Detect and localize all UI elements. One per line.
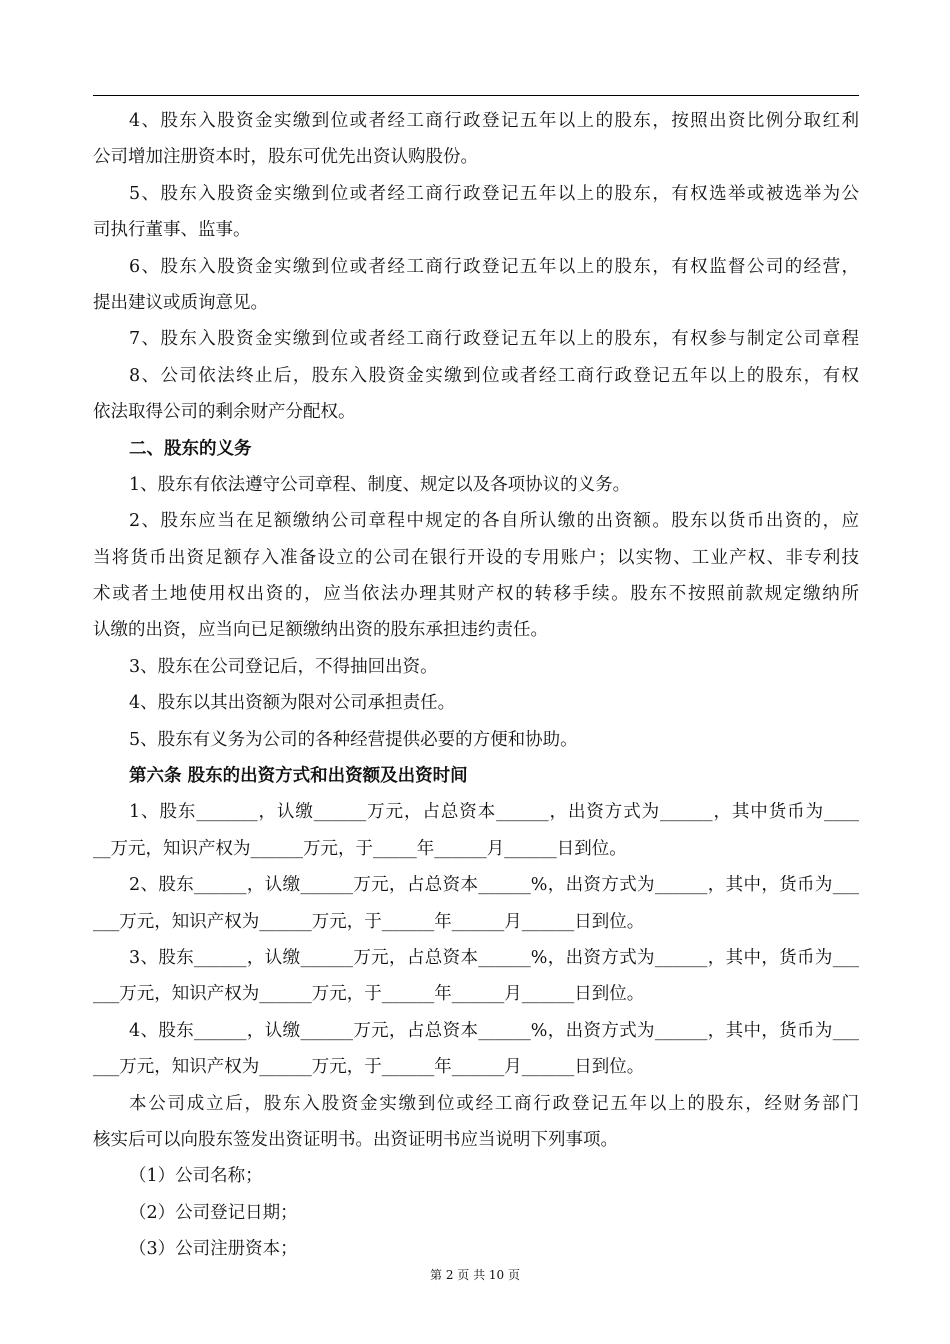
paragraph-line: 提出建议或质询意见。 bbox=[93, 292, 268, 313]
paragraph-line: 3、股东______，认缴______万元，占总资本______%，出资方式为______，其中，货币为___ bbox=[129, 947, 859, 968]
paragraph-line: 3、股东在公司登记后，不得抽回出资。 bbox=[129, 656, 438, 677]
paragraph-line: 8、公司依法终止后，股东入股资金实缴到位或者经工商行政登记五年以上的股东，有权 bbox=[129, 365, 859, 386]
paragraph-line: __万元，知识产权为______万元，于_____年______月______日到位。 bbox=[93, 838, 627, 859]
paragraph-line: 5、股东入股资金实缴到位或者经工商行政登记五年以上的股东，有权选举或被选举为公 bbox=[129, 183, 859, 204]
paragraph-line: 公司增加注册资本时，股东可优先出资认购股份。 bbox=[93, 147, 478, 168]
paragraph-line: （1）公司名称； bbox=[129, 1166, 263, 1187]
paragraph-line: 4、股东以其出资额为限对公司承担责任。 bbox=[129, 693, 456, 714]
paragraph-line: 6、股东入股资金实缴到位或者经工商行政登记五年以上的股东，有权监督公司的经营， bbox=[129, 256, 859, 277]
page-footer bbox=[0, 1267, 950, 1283]
paragraph-line: （3）公司注册资本； bbox=[129, 1239, 298, 1260]
paragraph-line: ___万元，知识产权为______万元，于______年______月______日到位。 bbox=[93, 984, 645, 1005]
paragraph-line: ___万元，知识产权为______万元，于______年______月______日到位。 bbox=[93, 911, 645, 932]
paragraph-line: 2、股东______，认缴______万元，占总资本______%，出资方式为______，其中，货币为___ bbox=[129, 875, 859, 896]
paragraph-line: 当将货币出资足额存入准备设立的公司在银行开设的专用账户；以实物、工业产权、非专利技 bbox=[93, 547, 859, 568]
paragraph-line: 术或者土地使用权出资的，应当依法办理其财产权的转移手续。股东不按照前款规定缴纳所 bbox=[93, 584, 859, 605]
section-heading: 二、股东的义务 bbox=[129, 438, 252, 459]
paragraph-line: 司执行董事、监事。 bbox=[93, 220, 251, 241]
paragraph-line: 5、股东有义务为公司的各种经营提供必要的方便和协助。 bbox=[129, 729, 578, 750]
paragraph-line: 4、股东______，认缴______万元，占总资本______%，出资方式为______，其中，货币为___ bbox=[129, 1020, 859, 1041]
paragraph-line: 认缴的出资，应当向已足额缴纳出资的股东承担违约责任。 bbox=[93, 620, 548, 641]
paragraph-line: （2）公司登记日期； bbox=[129, 1202, 298, 1223]
section-heading: 第六条 股东的出资方式和出资额及出资时间 bbox=[129, 766, 468, 787]
paragraph-line: 本公司成立后，股东入股资金实缴到位或经工商行政登记五年以上的股东，经财务部门 bbox=[129, 1093, 859, 1114]
paragraph-line: 4、股东入股资金实缴到位或者经工商行政登记五年以上的股东，按照出资比例分取红利 bbox=[129, 111, 859, 131]
paragraph-line: ___万元，知识产权为______万元，于______年______月______日到位。 bbox=[93, 1057, 645, 1078]
document-body bbox=[93, 103, 859, 1268]
paragraph-line: 2、股东应当在足额缴纳公司章程中规定的各自所认缴的出资额。股东以货币出资的，应 bbox=[129, 511, 859, 532]
paragraph-line: 依法取得公司的剩余财产分配权。 bbox=[93, 402, 356, 423]
header-rule bbox=[93, 95, 859, 96]
page-number-label: 第 2 页 共 10 页 bbox=[430, 1268, 520, 1282]
paragraph-line: 1、股东_______，认缴______万元，占总资本______，出资方式为______，其中货币为____ bbox=[129, 802, 859, 823]
paragraph-line: 7、股东入股资金实缴到位或者经工商行政登记五年以上的股东，有权参与制定公司章程 bbox=[129, 329, 859, 350]
paragraph-line: 1、股东有依法遵守公司章程、制度、规定以及各项协议的义务。 bbox=[129, 474, 631, 495]
paragraph-line: 核实后可以向股东签发出资证明书。出资证明书应当说明下列事项。 bbox=[93, 1129, 618, 1150]
